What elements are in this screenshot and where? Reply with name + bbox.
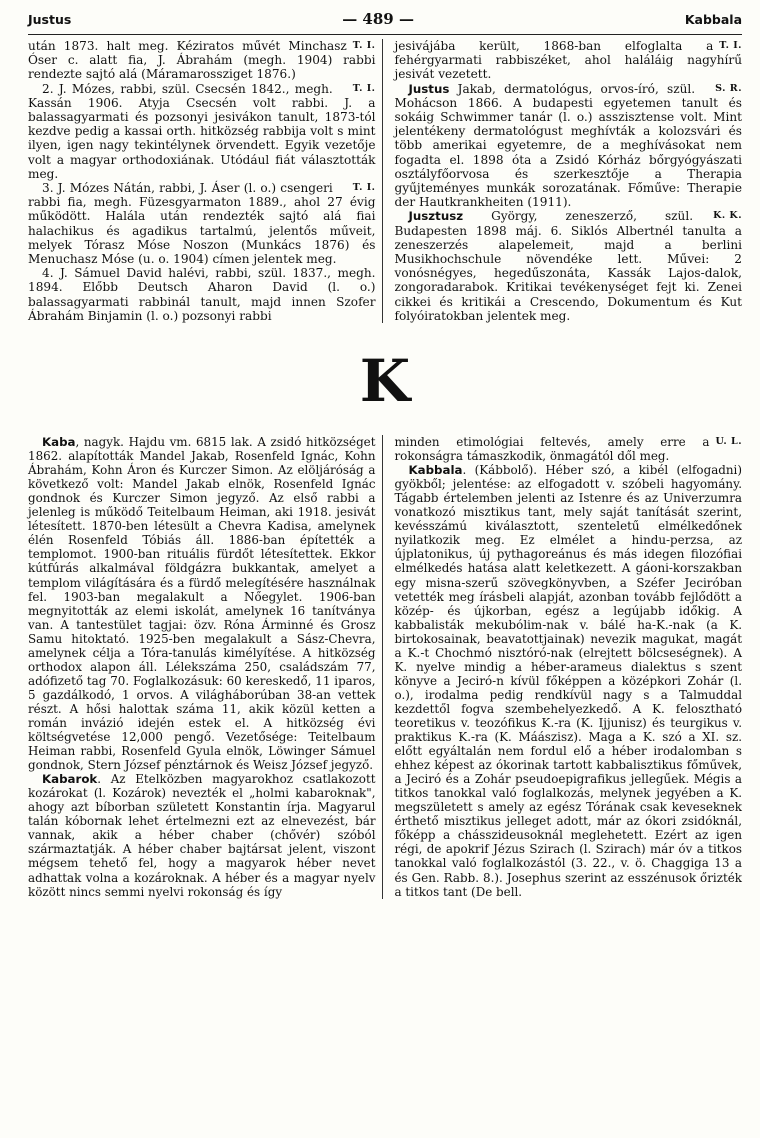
entry-headword: Kabbala xyxy=(408,463,463,478)
entry-text: 4. J. Sámuel David halévi, rabbi, szül. 1837., megh. 1894. Előbb Deutsch Aharon David (l. o.) balassagyarmati rabbinál tanult, majd innen Szofer Ábrahám Binjamin (l. o.) pozsonyi rabbi xyxy=(28,266,376,323)
author-signature: S. R. xyxy=(715,82,742,94)
entry-text: után 1873. halt meg. Kéziratos művét Minchasz Óser c. alatt fia, J. Ábrahám (megh. 1904) rabbi rendezte sajtó alá (Máramarossziget 1876.) xyxy=(28,39,376,82)
header-right-word: Kabbala xyxy=(684,12,742,27)
author-signature: K. K. xyxy=(713,210,742,222)
page-number: — 489 — xyxy=(342,10,414,28)
entry-paragraph xyxy=(395,463,743,898)
entry-text: jesivájába került, 1868-ban elfoglalta a fehérgyarmati rabbiszéket, ahol haláláig nagyhírű jesivát vezetett. xyxy=(394,39,742,82)
entry-text: minden etimológiai feltevés, amely erre a rokonságra támaszkodik, önmagától dől meg. xyxy=(394,435,710,464)
author-signature: T. I. xyxy=(719,40,742,51)
entry-text: 3. J. Mózes Nátán, rabbi, J. Áser (l. o.) csengeri rabbi fia, megh. Füzesgyarmaton 1889., ahol 27 évig működött. Halála után rendezték sajtó alá fiai halachikus és agadikus tartalmú, jelentős műveit, melyek Tórasz Móse Noszon (Munkács 1876) és Menuchasz Móse (u. o. 1904) címen jelentek meg. xyxy=(28,181,376,267)
author-signature: T. I. xyxy=(352,40,376,51)
entry-text: . (Kábbolő). Héber szó, a kibél (elfogadni) gyökből; jelentése: az elfogadott v. szóbeli hagyomány. Tágabb értelemben jelenti az Istenre és az Univerzumra vonatkozó misztikus tant, mely saját tanítását szerint, kevésszámú kiválasztott, szenteletű elmélkedőnek nyilatkozik meg. Ez elmélet a hindu-perzsa, az újplatonikus, új pythagoreánus és más idegen filozófiai elmélkedés hatása alatt keletkezett. A gáoni-korszakban egy misna-szerű szövegkönyvben, a Széfer Jeciróban vetették meg írásbeli alapját, azonban tovább fejlődött a közép- és újkorban, egész a legújabb időkig. A kabbalisták mekubólim-nak v. bálé ha-K.-nak (a K. birtokosainak, beavatottjainak) nevezik magukat, magát a K.-t Chochmó nisztóró-nak (elrejtett bölcseségnek). A K. nyelve mindig a héber-arameus dialektus s szent könyve a Jeciró-n kívül főképpen a középkori Zohár (l. o.), irodalma pedig rendkívül nagy s a Talmuddal kezdettől fogva szembehelyezkedő. A K. felosztható teoretikus v. teozófikus K.-ra (K. Ijjunisz) és teurgikus v. praktikus K.-ra (K. Máászisz). Maga a K. szó a XI. sz. előtt egyáltalán nem fordul elő a héber irodalomban s ehhez képest az ókorinak tartott kabbalisztikus főművek, a Jeciró és a Zohár pseudoepigrafikus jellegűek. Mégis a titkos tanokkal való foglalkozás, melynek jegyében a K. megszületett s amely az egész Tórának csak keveseknek érthető misztikus jelleget adott, már az ókori zsidóknál, főképp a chásszideusoknál meglehetett. Ezért az igen régi, de apokrif Jézus Szirach (l. Szirach) már óv a titkos tanokkal való foglalkozástól (3. 22., v. ö. Chaggiga 13 a és Gen. Rabb. 8.). Josephus szerint az esszénusok őrizték a titkos tant (De bell. xyxy=(394,463,742,899)
author-signature: U. L. xyxy=(715,436,742,448)
entry-paragraph xyxy=(28,435,376,772)
upper-columns xyxy=(28,39,742,323)
entry-headword: Justus xyxy=(408,81,450,96)
entry-headword: Jusztusz xyxy=(408,209,464,224)
author-signature: T. I. xyxy=(352,182,376,194)
entry-paragraph xyxy=(395,82,743,210)
running-header xyxy=(28,10,742,35)
author-signature: T. I. xyxy=(352,82,376,94)
entry-headword: Kaba xyxy=(42,435,76,450)
entry-paragraph xyxy=(28,82,376,181)
upper-left-column xyxy=(28,39,383,323)
entry-text: . Az Etelközben magyarokhoz csatlakozott kozárokat (l. Kozárok) nevezték el „holmi kabaroknak", ahogy azt bíborban született Konstantin írja. Magyarul talán kóbornak lehet értelmezni ezt az elnevezést, bár vannak, akik a héber chaber (chővér) szóból származtatják. A héber chaber bajtársat jelent, viszont mégsem tehető fel, hogy a magyarok héber nevet adhattak volna a kozároknak. A héber és a magyar nyelv között nincs semmi nyelvi rokonság és így xyxy=(28,772,376,899)
entry-paragraph xyxy=(395,39,743,82)
section-letter: K xyxy=(359,347,411,416)
header-left-word: Justus xyxy=(28,12,72,27)
entry-text: György, zeneszerző, szül. Budapesten 1898 máj. 6. Siklós Albertnél tanulta a zeneszerzés alapelemeit, majd a berlini Musikhochschule növendéke lett. Művei: 2 vonósnégyes, hegedűszonáta, Kassák Lajos-dalok, zongoradarabok. Kritikai tevékenységet fejt ki. Zenei cikkei és kritikái a Crescendo, Dokumentum és Kut folyóiratokban jelentek meg. xyxy=(394,209,742,323)
entry-paragraph xyxy=(28,39,376,82)
entry-headword: Kabarok xyxy=(42,772,98,787)
entry-paragraph xyxy=(395,435,743,463)
entry-paragraph xyxy=(395,209,743,323)
entry-paragraph xyxy=(28,772,376,898)
entry-text: Jakab, dermatológus, orvos-író, szül. Mohácson 1866. A budapesti egyetemen tanult és sokáig Schwimmer tanár (l. o.) asszisztense volt. Mint jelentékeny dermatológust meghívták a kolozsvári és több amerikai egyetemre, de a meghívásokat nem fogadta el. 1898 óta a Zsidó Kórház bőrgyógyászati osztályfőorvosa és szerkesztője a Therapia gyűjteményes munkák sorozatának. Főműve: Therapie der Hautkrankheiten (1911). xyxy=(394,81,742,210)
entry-paragraph xyxy=(28,266,376,323)
lower-columns xyxy=(28,435,742,899)
upper-right-column xyxy=(393,39,743,323)
lower-right-column xyxy=(393,435,743,899)
entry-text: , nagyk. Hajdu vm. 6815 lak. A zsidó hitközséget 1862. alapították Mandel Jakab, Rosenfeld Ignác, Kohn Ábrahám, Kohn Áron és Kurczer Simon. Az elöljáróság a következő volt: Mandel Jakab elnök, Rosenfeld Ignác gondnok és Kurczer Simon jegyző. Az első rabbi a jelenleg is működő Teitelbaum Heiman, aki 1918. jesivát létesített. 1870-ben létesült a Chevra Kadisa, amelynek élén Rosenfeld Tóbiás áll. 1886-ban építették a templomot. 1900-ban rituális fürdőt létesítettek. Ekkor kútfúrás alkalmával földgázra bukkantak, amelyet a templom világítására és a fürdő melegítésére használnak fel. 1903-ban megalakult a Nőegylet. 1906-ban megnyitották az elemi iskolát, amelynek 16 tanítványa van. A tantestület tagjai: özv. Róna Árminné és Grosz Samu hitoktató. 1925-ben megalakult a Sász-Chevra, amelynek célja a Tóra-tanulás kimélyítése. A hitközség orthodox alapon áll. Lélekszáma 250, családszám 77, adófizető tag 70. Foglalkozásuk: 60 kereskedő, 11 iparos, 5 gazdálkodó, 1 orvos. A világháborúban 38-an vettek részt. A hősi halottak száma 11, akik közül ketten a román invázió idején estek el. A hitközség évi költségvetése 12,000 pengő. Vezetősége: Teitelbaum Heiman rabbi, Rosenfeld Gyula elnök, Löwinger Sámuel gondnok, Stern József pénztárnok és Weisz József jegyző. xyxy=(28,435,376,773)
entry-paragraph xyxy=(28,181,376,266)
lower-left-column xyxy=(28,435,383,899)
entry-text: 2. J. Mózes, rabbi, szül. Csecsén 1842., megh. Kassán 1906. Atyja Csecsén volt rabbi. J. a balassagyarmati és pozsonyi jesivákon tanult, 1873-tól kezdve pedig a kassai orth. hitközség rabbija volt s mint ilyen, igen nagy tekintélynek örvendett. Egyik vezetője volt a magyar orthodoxiának. Utódául fiát választották meg. xyxy=(28,81,376,181)
